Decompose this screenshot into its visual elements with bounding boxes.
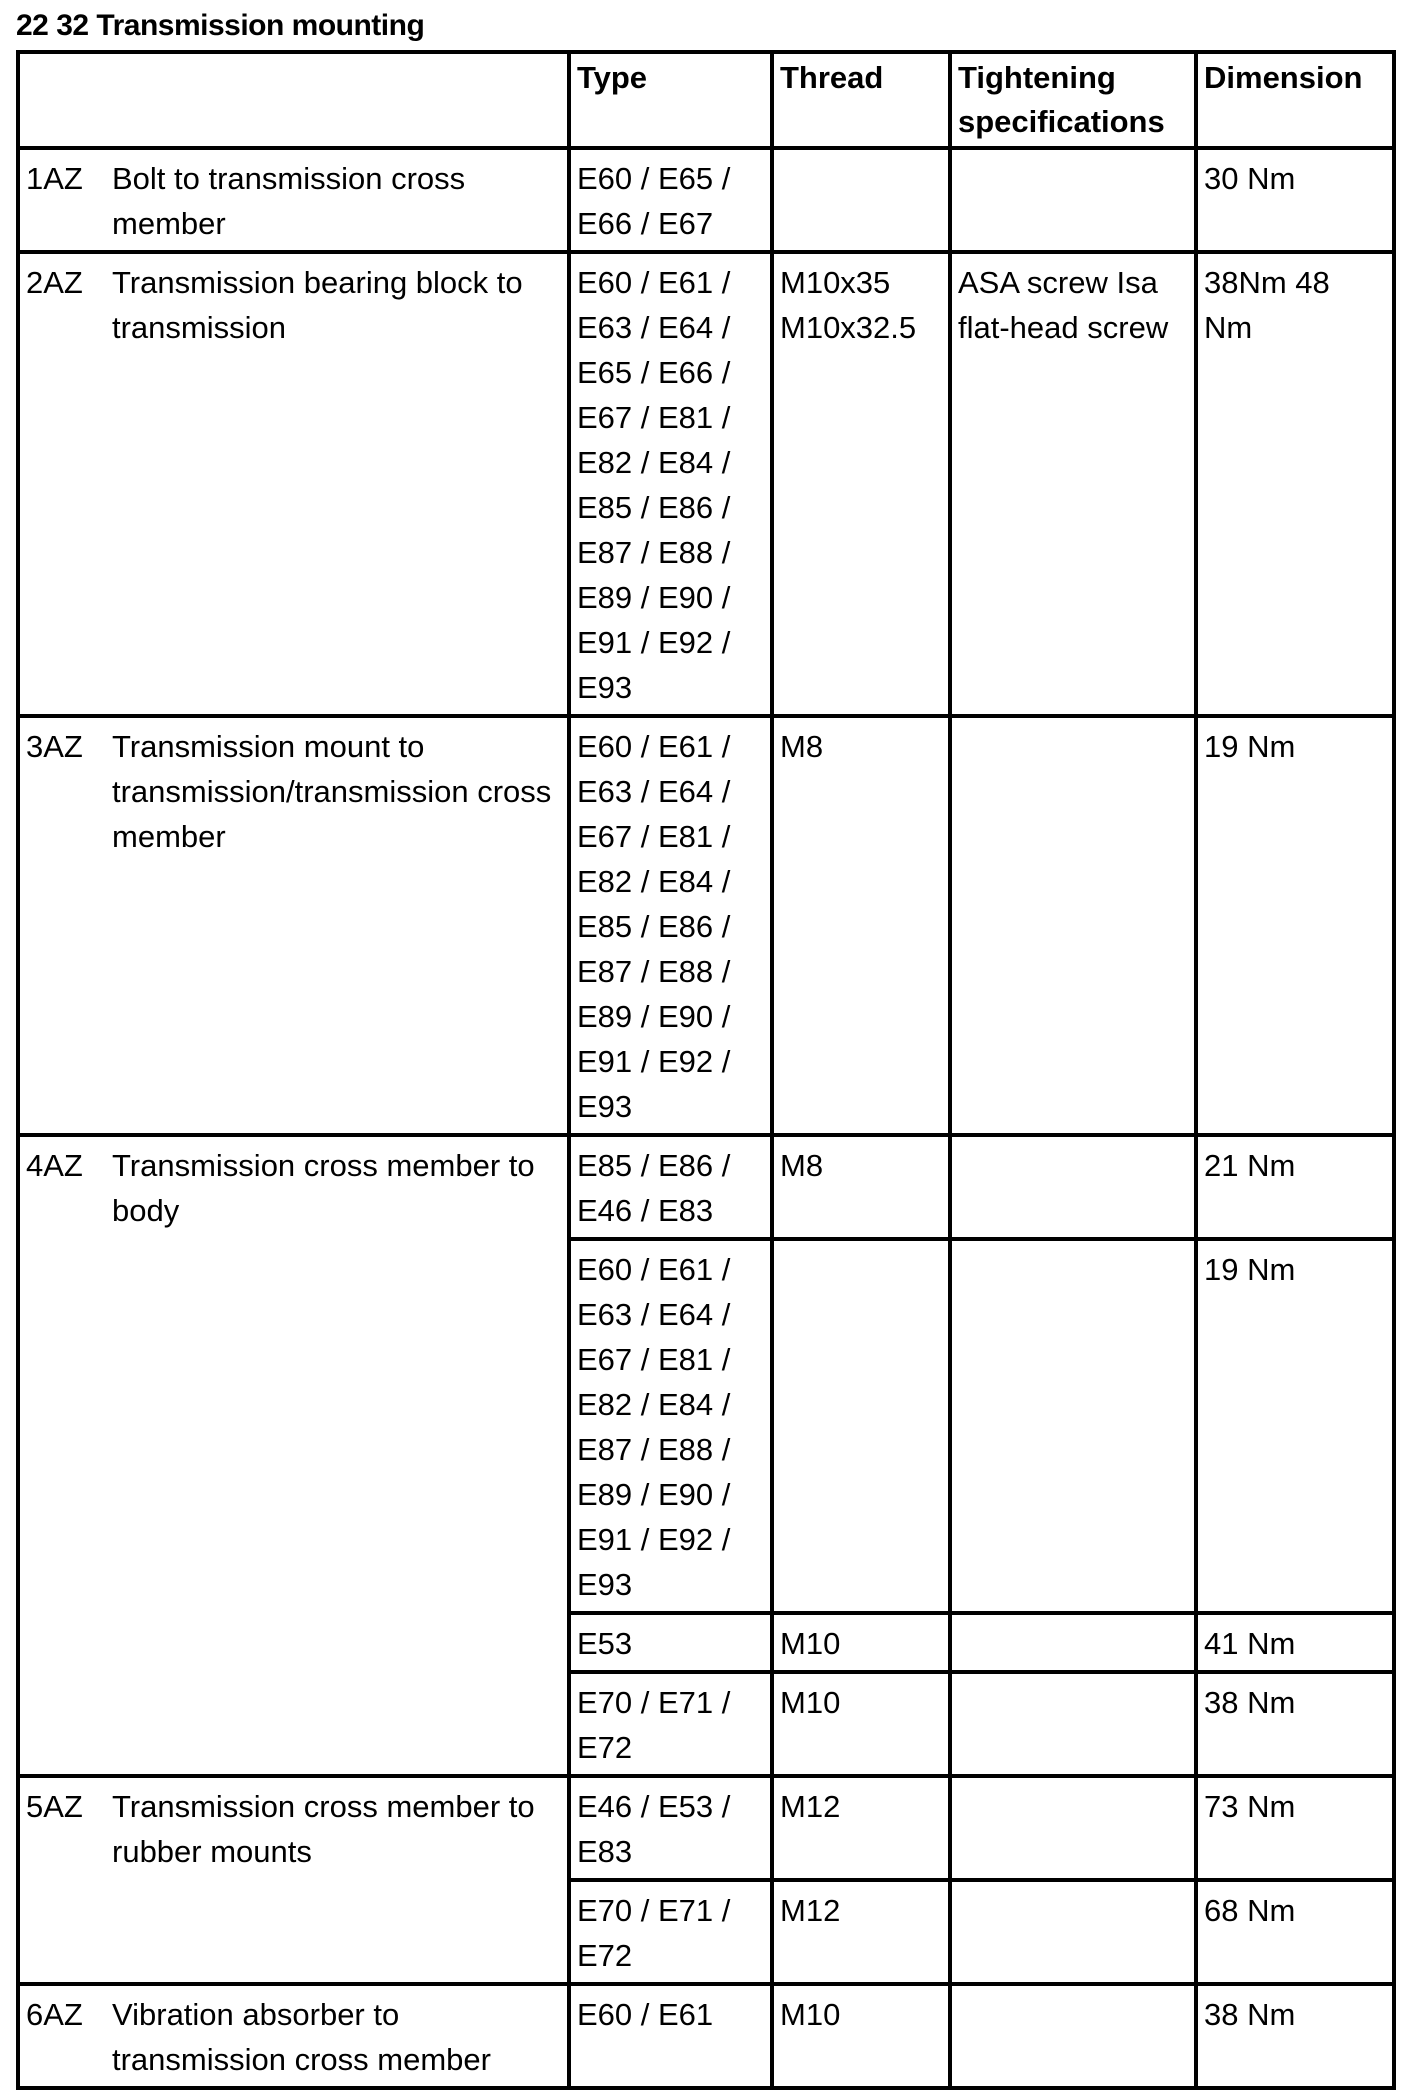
dimension-cell: 41 Nm <box>1196 1613 1394 1672</box>
dimension-cell: 38 Nm <box>1196 1984 1394 2088</box>
type-cell: E85 / E86 / E46 / E83 <box>569 1135 772 1239</box>
type-cell: E60 / E61 / E63 / E64 / E67 / E81 / E82 / E84 / E85 / E86 / E87 / E88 / E89 / E90 / E91 / E92 / E93 <box>569 716 772 1135</box>
item-description: Transmission cross member to rubber mounts <box>106 1776 569 1984</box>
tightening-cell <box>950 1984 1196 2088</box>
item-description: Bolt to transmission cross member <box>106 148 569 252</box>
item-description: Transmission bearing block to transmission <box>106 252 569 716</box>
thread-cell: M10 <box>772 1984 950 2088</box>
type-cell: E60 / E61 / E63 / E64 / E67 / E81 / E82 / E84 / E87 / E88 / E89 / E90 / E91 / E92 / E93 <box>569 1239 772 1613</box>
dimension-cell: 38Nm 48 Nm <box>1196 252 1394 716</box>
item-code: 1AZ <box>18 148 106 252</box>
type-cell: E60 / E65 / E66 / E67 <box>569 148 772 252</box>
thread-cell: M8 <box>772 1135 950 1239</box>
thread-cell: M8 <box>772 716 950 1135</box>
dimension-cell: 19 Nm <box>1196 716 1394 1135</box>
item-code: 4AZ <box>18 1135 106 1776</box>
tightening-cell <box>950 1672 1196 1776</box>
tightening-cell <box>950 1776 1196 1880</box>
thread-cell: M12 <box>772 1880 950 1984</box>
thread-cell: M10 <box>772 1613 950 1672</box>
item-code: 2AZ <box>18 252 106 716</box>
header-dimension: Dimension <box>1196 52 1394 148</box>
header-type: Type <box>569 52 772 148</box>
item-description: Transmission cross member to body <box>106 1135 569 1776</box>
type-cell: E60 / E61 <box>569 1984 772 2088</box>
item-code: 3AZ <box>18 716 106 1135</box>
item-code: 6AZ <box>18 1984 106 2088</box>
dimension-cell: 38 Nm <box>1196 1672 1394 1776</box>
tightening-cell <box>950 148 1196 252</box>
spec-table <box>16 50 1396 2090</box>
header-row <box>18 52 1394 148</box>
header-item <box>18 52 569 148</box>
item-description: Vibration absorber to transmission cross member <box>106 1984 569 2088</box>
type-cell: E46 / E53 / E83 <box>569 1776 772 1880</box>
tightening-cell <box>950 1880 1196 1984</box>
dimension-cell: 19 Nm <box>1196 1239 1394 1613</box>
header-thread: Thread <box>772 52 950 148</box>
type-cell: E53 <box>569 1613 772 1672</box>
tightening-cell <box>950 1135 1196 1239</box>
dimension-cell: 68 Nm <box>1196 1880 1394 1984</box>
tightening-cell <box>950 716 1196 1135</box>
tightening-cell <box>950 1239 1196 1613</box>
thread-cell: M10x35 M10x32.5 <box>772 252 950 716</box>
thread-cell <box>772 148 950 252</box>
dimension-cell: 73 Nm <box>1196 1776 1394 1880</box>
tightening-cell: ASA screw Isa flat-head screw <box>950 252 1196 716</box>
thread-cell: M10 <box>772 1672 950 1776</box>
thread-cell: M12 <box>772 1776 950 1880</box>
dimension-cell: 21 Nm <box>1196 1135 1394 1239</box>
table-row <box>18 1984 1394 2088</box>
table-row <box>18 1135 1394 1239</box>
page-title: 22 32 Transmission mounting <box>16 9 425 42</box>
type-cell: E60 / E61 / E63 / E64 / E65 / E66 / E67 / E81 / E82 / E84 / E85 / E86 / E87 / E88 / E89 / E90 / E91 / E92 / E93 <box>569 252 772 716</box>
table-row <box>18 716 1394 1135</box>
dimension-cell: 30 Nm <box>1196 148 1394 252</box>
thread-cell <box>772 1239 950 1613</box>
table-row <box>18 252 1394 716</box>
type-cell: E70 / E71 / E72 <box>569 1672 772 1776</box>
table-row <box>18 148 1394 252</box>
table-row <box>18 1776 1394 1880</box>
item-description: Transmission mount to transmission/transmission cross member <box>106 716 569 1135</box>
tightening-cell <box>950 1613 1196 1672</box>
item-code: 5AZ <box>18 1776 106 1984</box>
header-tightening: Tightening specifications <box>950 52 1196 148</box>
type-cell: E70 / E71 / E72 <box>569 1880 772 1984</box>
